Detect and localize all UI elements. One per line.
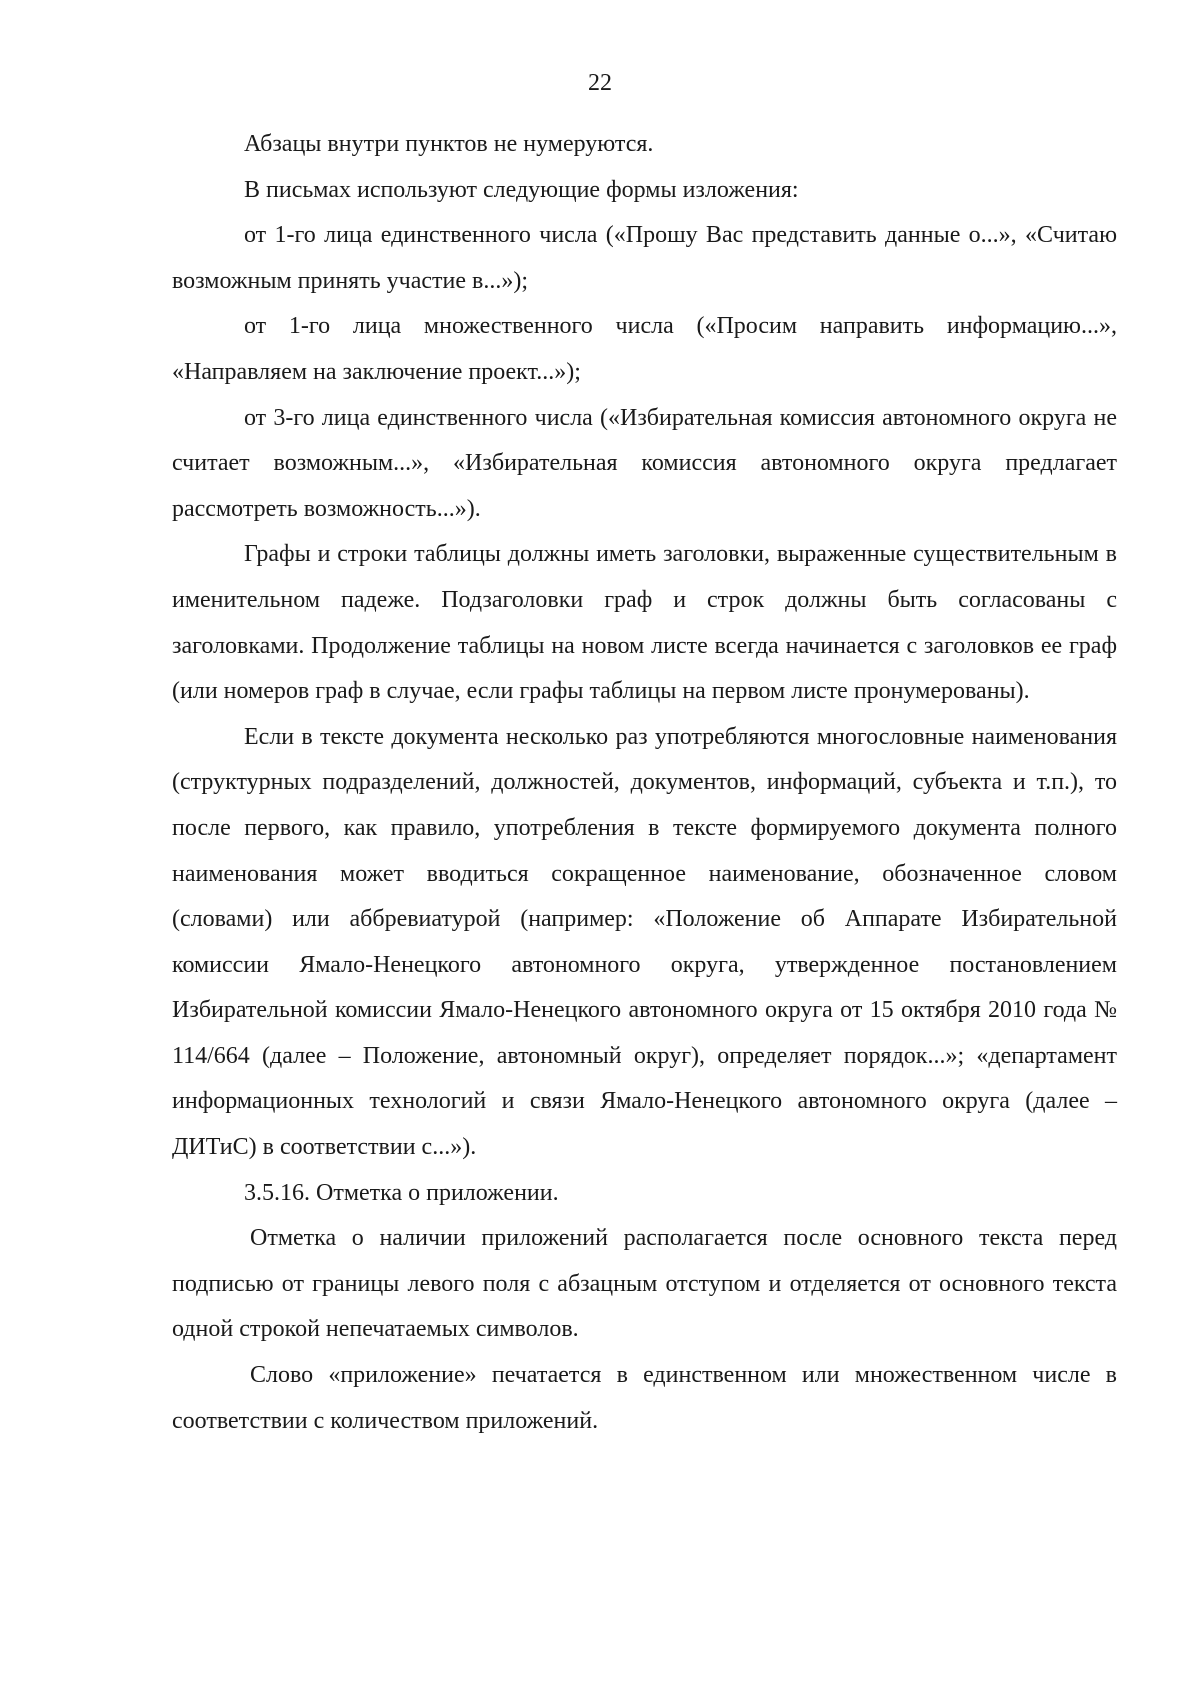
- paragraph-first-person-singular: от 1-го лица единственного числа («Прошу Вас представить данные о...», «Считаю возможным принять участие в...»);: [172, 222, 1117, 294]
- paragraph-table-headers: Графы и строки таблицы должны иметь заголовки, выраженные существительным в именительном падеже. Подзаголовки граф и строк должны быть согласованы с заголовками. Продолжение таблицы на новом листе всегда начинается с заголовков ее граф (или номеров граф в случае, если графы таблицы на первом листе пронумерованы).: [172, 541, 1117, 705]
- document-body: [172, 122, 1117, 1444]
- page-number: 22: [588, 70, 612, 96]
- paragraph-forms-intro: В письмах используют следующие формы изложения:: [244, 176, 799, 203]
- paragraph-first-person-plural: от 1-го лица множественного числа («Просим направить информацию...», «Направляем на заключение проект...»);: [172, 313, 1117, 385]
- section-heading-3-5-16: 3.5.16. Отметка о приложении.: [244, 1179, 559, 1206]
- paragraph-abbreviations: Если в тексте документа несколько раз употребляются многословные наименования (структурных подразделений, должностей, документов, информаций, субъекта и т.п.), то после первого, как правило, употребления в тексте формируемого документа полного наименования может вводиться сокращенное наименование, обозначенное словом (словами) или аббревиатурой (например: «Положение об Аппарате Избирательной комиссии Ямало-Ненецкого автономного округа, утвержденное постановлением Избирательной комиссии Ямало-Ненецкого автономного округа от 15 октября 2010 года № 114/664 (далее – Положение, автономный округ), определяет порядок...»; «департамент информационных технологий и связи Ямало-Ненецкого автономного округа (далее – ДИТиС) в соответствии с...»).: [172, 723, 1117, 1161]
- paragraph-attachment-mark: Отметка о наличии приложений располагается после основного текста перед подписью от границы левого поля с абзацным отступом и отделяется от основного текста одной строкой непечатаемых символов.: [172, 1225, 1117, 1343]
- paragraph-third-person-singular: от 3-го лица единственного числа («Избирательная комиссия автономного округа не считает возможным...», «Избирательная комиссия автономного округа предлагает рассмотреть возможность...»).: [172, 404, 1117, 522]
- paragraph-attachment-word: Слово «приложение» печатается в единственном или множественном числе в соответствии с количеством приложений.: [172, 1362, 1117, 1434]
- paragraph-no-numbering: Абзацы внутри пунктов не нумеруются.: [244, 131, 654, 157]
